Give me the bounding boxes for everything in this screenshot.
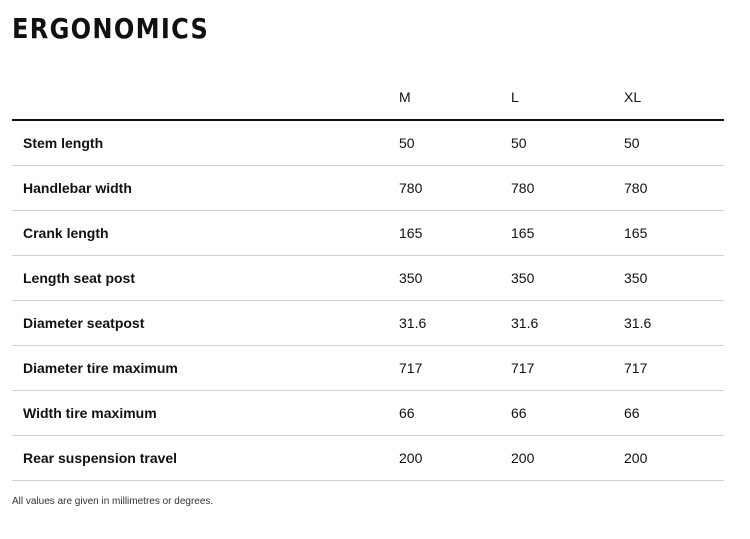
value-cell-m: 165	[386, 211, 498, 256]
value-cell-m: 50	[386, 120, 498, 166]
row-label: Diameter tire maximum	[12, 346, 386, 391]
size-header-xl: XL	[611, 74, 724, 120]
size-header-m: M	[386, 74, 498, 120]
value-cell-l: 31.6	[498, 301, 611, 346]
value-cell-l: 66	[498, 391, 611, 436]
row-label: Crank length	[12, 211, 386, 256]
table-row	[12, 120, 724, 166]
row-label: Rear suspension travel	[12, 436, 386, 481]
value-cell-l: 780	[498, 166, 611, 211]
row-label: Handlebar width	[12, 166, 386, 211]
value-cell-m: 717	[386, 346, 498, 391]
value-cell-l: 50	[498, 120, 611, 166]
value-cell-l: 165	[498, 211, 611, 256]
value-cell-m: 66	[386, 391, 498, 436]
header-blank-cell	[12, 74, 386, 120]
value-cell-l: 717	[498, 346, 611, 391]
table-row	[12, 256, 724, 301]
value-cell-m: 31.6	[386, 301, 498, 346]
page-title: ERGONOMICS	[12, 12, 210, 45]
value-cell-xl: 66	[611, 391, 724, 436]
value-cell-xl: 350	[611, 256, 724, 301]
size-header-l: L	[498, 74, 611, 120]
value-cell-m: 350	[386, 256, 498, 301]
table-row	[12, 301, 724, 346]
table-row	[12, 166, 724, 211]
value-cell-xl: 717	[611, 346, 724, 391]
value-cell-l: 350	[498, 256, 611, 301]
value-cell-m: 780	[386, 166, 498, 211]
table-header-row	[12, 74, 724, 120]
table-row	[12, 346, 724, 391]
row-label: Width tire maximum	[12, 391, 386, 436]
value-cell-xl: 50	[611, 120, 724, 166]
value-cell-xl: 200	[611, 436, 724, 481]
value-cell-xl: 31.6	[611, 301, 724, 346]
value-cell-xl: 165	[611, 211, 724, 256]
row-label: Diameter seatpost	[12, 301, 386, 346]
row-label: Length seat post	[12, 256, 386, 301]
table-row	[12, 391, 724, 436]
value-cell-xl: 780	[611, 166, 724, 211]
row-label: Stem length	[12, 120, 386, 166]
table-row	[12, 436, 724, 481]
value-cell-m: 200	[386, 436, 498, 481]
table-row	[12, 211, 724, 256]
value-cell-l: 200	[498, 436, 611, 481]
footnote: All values are given in millimetres or degrees.	[12, 496, 214, 507]
ergonomics-table	[12, 74, 724, 481]
